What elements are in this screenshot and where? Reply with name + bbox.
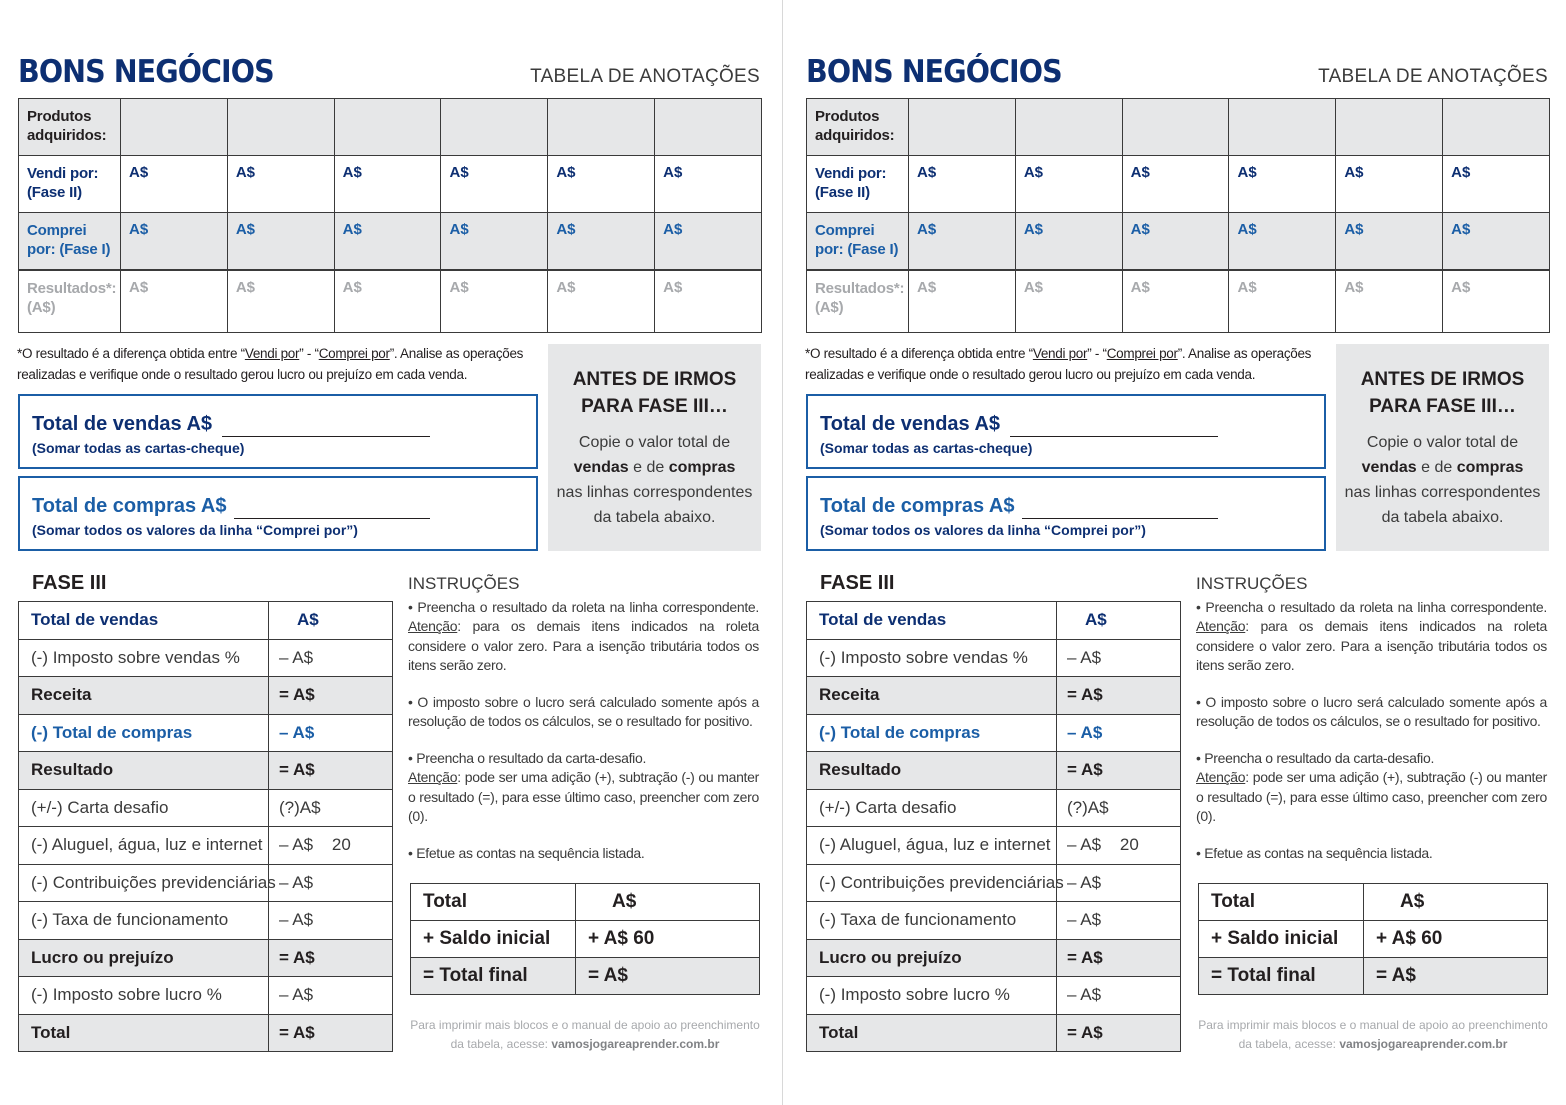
table-row [19,677,393,715]
total-final-table [410,883,760,995]
row-value[interactable]: – A$ 20 [269,827,393,865]
table-row [19,639,393,677]
table-row [19,602,393,640]
bought-cell[interactable]: A$ [1229,213,1336,270]
table-row [807,827,1181,865]
table-row [19,864,393,902]
result-cell[interactable]: A$ [909,270,1016,333]
bought-label: Comprei por: (Fase I) [19,213,121,270]
table-row [19,752,393,790]
antes-box [548,344,761,551]
table-row [411,884,760,921]
product-cell[interactable] [1443,99,1550,156]
table-row [807,602,1181,640]
table-row [1199,884,1548,921]
sold-cell[interactable]: A$ [1122,156,1229,213]
antes-title: ANTES DE IRMOS PARA FASE III… [1360,369,1525,417]
result-cell[interactable]: A$ [1122,270,1229,333]
sold-cell[interactable]: A$ [334,156,441,213]
row-value[interactable]: = A$ [1364,958,1548,995]
results-row [19,270,762,333]
row-label: = Total final [1199,958,1364,995]
sold-cell[interactable]: A$ [227,156,334,213]
footer-note: Para imprimir mais blocos e o manual de apoio ao preenchimento da tabela, acesse: vamosjogareaprender.com.br [1198,1018,1548,1051]
row-value[interactable]: – A$ [1057,977,1181,1015]
product-cell[interactable] [655,99,762,156]
row-label: Resultado [19,752,269,790]
total-compras-box[interactable] [806,476,1326,551]
total-vendas-box[interactable] [806,394,1326,469]
total-compras-sub: (Somar todos os valores da linha “Comprei por”) [820,522,1146,538]
page-divider [782,0,783,1105]
product-cell[interactable] [334,99,441,156]
row-label: (-) Imposto sobre vendas % [807,639,1057,677]
table-row [411,921,760,958]
bought-cell[interactable]: A$ [909,213,1016,270]
result-cell[interactable]: A$ [655,270,762,333]
instruction-item: • Preencha o resultado da carta-desafio. Atenção: pode ser uma adição (+), subtração (-) ou manter o resultado (=), para esse último caso, preencher com zero (0). [1196,749,1547,824]
table-row [807,1014,1181,1052]
row-value[interactable]: + A$ 60 [576,921,760,958]
instructions [1196,574,1547,880]
sold-label: Vendi por: (Fase II) [807,156,909,213]
result-cell[interactable]: A$ [121,270,228,333]
fase3-table [806,601,1181,1052]
table-row [807,714,1181,752]
sold-cell[interactable]: A$ [1229,156,1336,213]
table-row [1199,921,1548,958]
row-label: (+/-) Carta desafio [19,789,269,827]
row-label: (-) Contribuições previdenciárias [807,864,1057,902]
antes-box [1336,344,1549,551]
row-label: Receita [19,677,269,715]
table-row [19,977,393,1015]
sold-row [807,156,1550,213]
brand-title: BONS NEGÓCIOS [18,54,274,90]
row-label: (-) Imposto sobre lucro % [807,977,1057,1015]
instruction-item: • O imposto sobre o lucro será calculado somente após a resolução de todos os cálculos, se o resultado for positivo. [1196,693,1547,729]
bought-label: Comprei por: (Fase I) [807,213,909,270]
sold-cell[interactable]: A$ [548,156,655,213]
antes-title: ANTES DE IRMOS PARA FASE III… [572,369,737,417]
row-value[interactable]: (?)A$ [1057,789,1181,827]
result-note: *O resultado é a diferença obtida entre “Vendi por” - “Comprei por”. Analise as operações realizadas e verifique onde o resultado gerou lucro ou prejuízo em cada venda. [805,346,1312,382]
table-row [807,789,1181,827]
row-label: Total [19,1014,269,1052]
right-page [788,0,1548,1105]
result-cell[interactable]: A$ [441,270,548,333]
row-label: (-) Imposto sobre vendas % [19,639,269,677]
total-compras-line [1022,518,1218,519]
table-row [19,939,393,977]
results-row [807,270,1550,333]
products-table [18,98,762,333]
table-row [807,902,1181,940]
product-cell[interactable] [1336,99,1443,156]
results-label: Resultados*: (A$) [19,270,121,333]
product-cell[interactable] [1015,99,1122,156]
row-label: (+/-) Carta desafio [807,789,1057,827]
instruction-item: • Preencha o resultado da carta-desafio. Atenção: pode ser uma adição (+), subtração (-) ou manter o resultado (=), para esse último caso, preencher com zero (0). [408,749,759,824]
row-value[interactable]: = A$ [269,1014,393,1052]
fase3-table [18,601,393,1052]
row-value[interactable]: A$ [269,602,393,640]
row-value[interactable]: = A$ [269,677,393,715]
row-label: Total [807,1014,1057,1052]
table-row [19,789,393,827]
instruction-item: • Efetue as contas na sequência listada. [408,844,645,861]
total-final-table [1198,883,1548,995]
table-row [19,902,393,940]
page-subtitle: TABELA DE ANOTAÇÕES [530,66,760,87]
footer-note: Para imprimir mais blocos e o manual de apoio ao preenchimento da tabela, acesse: vamosjogareaprender.com.br [410,1018,760,1051]
footer-link[interactable]: vamosjogareaprender.com.br [1339,1037,1508,1051]
row-value[interactable]: A$ [576,884,760,921]
products-row [19,99,762,156]
row-label: (-) Total de compras [19,714,269,752]
fase3-title: FASE III [820,572,895,594]
bought-cell[interactable]: A$ [655,213,762,270]
row-value[interactable]: – A$ [269,864,393,902]
table-row [1199,958,1548,995]
total-compras-box[interactable] [18,476,538,551]
total-compras-label: Total de compras A$ [32,495,227,517]
row-value[interactable]: – A$ [269,977,393,1015]
row-label: Total [1199,884,1364,921]
row-label: (-) Imposto sobre lucro % [19,977,269,1015]
product-cell[interactable] [1122,99,1229,156]
footer-link[interactable]: vamosjogareaprender.com.br [551,1037,720,1051]
result-note: *O resultado é a diferença obtida entre “Vendi por” - “Comprei por”. Analise as operações realizadas e verifique onde o resultado gerou lucro ou prejuízo em cada venda. [17,346,524,382]
result-cell[interactable]: A$ [548,270,655,333]
result-cell[interactable]: A$ [1229,270,1336,333]
row-value[interactable]: – A$ [1057,714,1181,752]
table-row [19,714,393,752]
table-row [19,827,393,865]
products-label: Produtos adquiridos: [807,99,909,156]
result-cell[interactable]: A$ [334,270,441,333]
row-value[interactable]: = A$ [576,958,760,995]
products-row [807,99,1550,156]
row-label: (-) Aluguel, água, luz e internet [19,827,269,865]
instruction-item: • O imposto sobre o lucro será calculado somente após a resolução de todos os cálculos, se o resultado for positivo. [408,693,759,729]
total-compras-line [234,518,430,519]
result-cell[interactable]: A$ [1443,270,1550,333]
row-value[interactable]: – A$ [1057,902,1181,940]
row-value[interactable]: A$ [1057,602,1181,640]
row-label: + Saldo inicial [411,921,576,958]
row-value[interactable]: (?)A$ [269,789,393,827]
row-label: Total de vendas [807,602,1057,640]
result-cell[interactable]: A$ [1336,270,1443,333]
table-row [807,752,1181,790]
result-cell[interactable]: A$ [1015,270,1122,333]
instructions-title: INSTRUÇÕES [1196,574,1308,593]
sold-cell[interactable]: A$ [655,156,762,213]
total-vendas-sub: (Somar todas as cartas-cheque) [820,440,1033,456]
row-label: Total [411,884,576,921]
bought-cell[interactable]: A$ [121,213,228,270]
sold-cell[interactable]: A$ [121,156,228,213]
sold-label: Vendi por: (Fase II) [19,156,121,213]
instructions [408,574,759,880]
row-value[interactable]: – A$ [269,639,393,677]
total-vendas-line [222,436,430,437]
bought-cell[interactable]: A$ [1122,213,1229,270]
products-table [806,98,1550,333]
instructions-title: INSTRUÇÕES [408,574,520,593]
row-label: (-) Taxa de funcionamento [19,902,269,940]
total-vendas-box[interactable] [18,394,538,469]
row-label: (-) Total de compras [807,714,1057,752]
table-row [807,939,1181,977]
instruction-item: • Preencha o resultado da roleta na linha correspondente. Atenção: para os demais itens indicados na roleta considere o valor zero. Para a isenção tributária todos os itens serão zero. [1196,598,1547,673]
table-row [807,677,1181,715]
row-label: Total de vendas [19,602,269,640]
row-label: (-) Aluguel, água, luz e internet [807,827,1057,865]
total-vendas-sub: (Somar todas as cartas-cheque) [32,440,245,456]
row-value[interactable]: – A$ [269,714,393,752]
row-label: = Total final [411,958,576,995]
total-vendas-label: Total de vendas A$ [820,413,1001,435]
sold-cell[interactable]: A$ [1443,156,1550,213]
sold-cell[interactable]: A$ [1336,156,1443,213]
row-value[interactable]: – A$ [1057,864,1181,902]
antes-body: Copie o valor total de vendas e de compras nas linhas correspondentes da tabela abaixo. [556,434,753,526]
instruction-item: • Preencha o resultado da roleta na linha correspondente. Atenção: para os demais itens indicados na roleta considere o valor zero. Para a isenção tributária todos os itens serão zero. [408,598,759,673]
row-label: + Saldo inicial [1199,921,1364,958]
products-label: Produtos adquiridos: [19,99,121,156]
bought-cell[interactable]: A$ [227,213,334,270]
table-row [807,977,1181,1015]
table-row [807,864,1181,902]
brand-title: BONS NEGÓCIOS [806,54,1062,90]
fase3-title: FASE III [32,572,107,594]
row-label: (-) Contribuições previdenciárias [19,864,269,902]
row-label: Lucro ou prejuízo [19,939,269,977]
row-value[interactable]: = A$ [269,752,393,790]
product-cell[interactable] [227,99,334,156]
row-value[interactable]: – A$ [269,902,393,940]
antes-body: Copie o valor total de vendas e de compras nas linhas correspondentes da tabela abaixo. [1344,434,1541,526]
row-label: Receita [807,677,1057,715]
bought-cell[interactable]: A$ [1015,213,1122,270]
sold-cell[interactable]: A$ [909,156,1016,213]
sold-cell[interactable]: A$ [1015,156,1122,213]
bought-cell[interactable]: A$ [441,213,548,270]
bought-cell[interactable]: A$ [1336,213,1443,270]
total-compras-label: Total de compras A$ [820,495,1015,517]
row-value[interactable]: – A$ [1057,639,1181,677]
product-cell[interactable] [548,99,655,156]
row-label: (-) Taxa de funcionamento [807,902,1057,940]
row-label: Resultado [807,752,1057,790]
product-cell[interactable] [909,99,1016,156]
row-value[interactable]: = A$ [269,939,393,977]
page-subtitle: TABELA DE ANOTAÇÕES [1318,66,1548,87]
total-vendas-line [1010,436,1218,437]
left-page [0,0,760,1105]
bought-cell[interactable]: A$ [548,213,655,270]
row-value[interactable]: = A$ [1057,939,1181,977]
instruction-item: • Efetue as contas na sequência listada. [1196,844,1433,861]
row-value[interactable]: – A$ 20 [1057,827,1181,865]
row-value[interactable]: = A$ [1057,752,1181,790]
product-cell[interactable] [121,99,228,156]
table-row [411,958,760,995]
product-cell[interactable] [441,99,548,156]
total-vendas-label: Total de vendas A$ [32,413,213,435]
sold-cell[interactable]: A$ [441,156,548,213]
table-row [807,639,1181,677]
sold-row [19,156,762,213]
product-cell[interactable] [1229,99,1336,156]
row-label: Lucro ou prejuízo [807,939,1057,977]
row-value[interactable]: = A$ [1057,1014,1181,1052]
row-value[interactable]: + A$ 60 [1364,921,1548,958]
bought-row [19,213,762,270]
bought-cell[interactable]: A$ [1443,213,1550,270]
bought-row [807,213,1550,270]
table-row [19,1014,393,1052]
result-cell[interactable]: A$ [227,270,334,333]
total-compras-sub: (Somar todos os valores da linha “Comprei por”) [32,522,358,538]
row-value[interactable]: = A$ [1057,677,1181,715]
bought-cell[interactable]: A$ [334,213,441,270]
row-value[interactable]: A$ [1364,884,1548,921]
results-label: Resultados*: (A$) [807,270,909,333]
